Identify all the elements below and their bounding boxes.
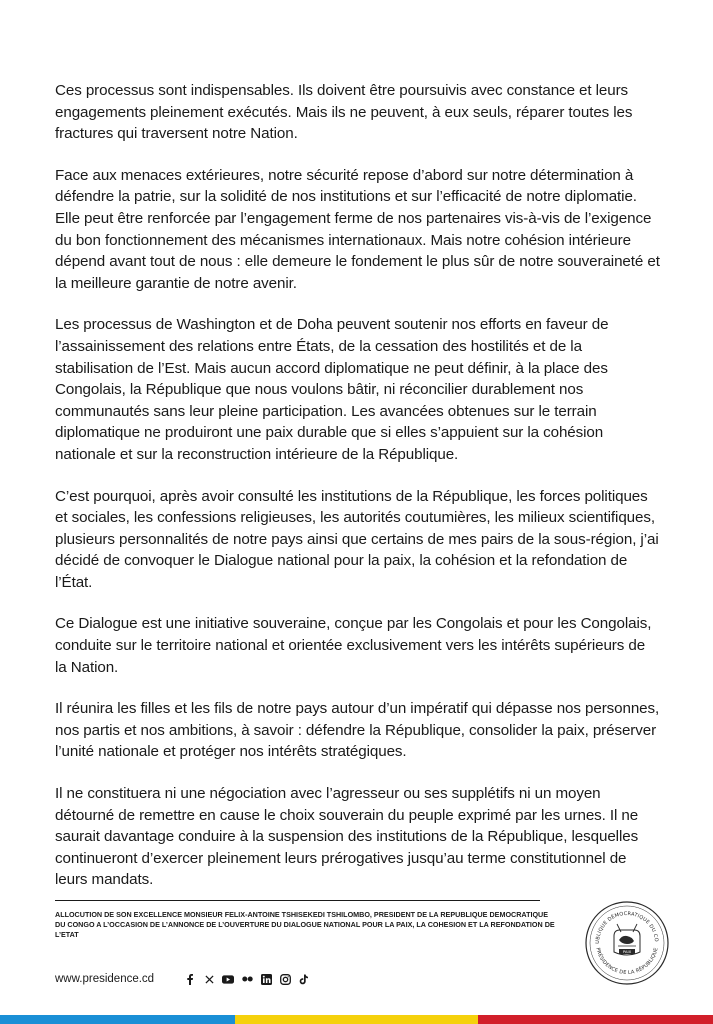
- social-icons: [184, 973, 310, 985]
- presidency-seal: [584, 900, 670, 986]
- instagram-icon[interactable]: [279, 973, 291, 985]
- flag-band-blue: [0, 1015, 235, 1024]
- flag-color-band: [0, 1015, 713, 1024]
- paragraph-6: Il réunira les filles et les fils de notre pays autour d’un impératif qui dépasse nos personnes, nos partis et nos ambitions, à savoir : défendre la République, consolider la paix, préserver l’unité nationale et protéger nos intérêts stratégiques.: [55, 700, 660, 761]
- footer-caption: ALLOCUTION DE SON EXCELLENCE MONSIEUR FELIX-ANTOINE TSHISEKEDI TSHILOMBO, PRESIDENT DE LA REPUBLIQUE DEMOCRATIQUE DU CONGO A L’OCCASION DE L’ANNONCE DE L’OUVERTURE DU DIALOGUE NATIONAL POUR LA PAIX, LA COHESION ET LA REFONDATION DE L’ETAT: [55, 910, 555, 940]
- footer-divider: [55, 900, 540, 901]
- website-link[interactable]: www.presidence.cd: [55, 973, 155, 985]
- linkedin-icon[interactable]: [260, 973, 272, 985]
- flag-band-red: [478, 1015, 713, 1024]
- paragraph-3: Les processus de Washington et de Doha peuvent soutenir nos efforts en faveur de l’assainissement des relations entre États, de la cessation des hostilités et de la stabilisation de l’Est. Mais aucun accord diplomatique ne peut définir, à la place des Congolais, la République que nous voulons bâtir, ni réconcilier durablement nos communautés sans leur pleine participation. Les avancées obtenues sur le terrain diplomatique ne produiront une paix durable que si elles s’appuient sur la cohésion nationale et sur la reconstruction intérieure de la République.: [55, 316, 609, 463]
- paragraph-1: Ces processus sont indispensables. Ils doivent être poursuivis avec constance et leurs engagements pleinement exécutés. Mais ils ne peuvent, à eux seuls, réparer toutes les fractures qui traversent notre Nation.: [55, 82, 633, 143]
- youtube-icon[interactable]: [222, 973, 234, 985]
- tiktok-icon[interactable]: [298, 973, 310, 985]
- x-icon[interactable]: [203, 973, 215, 985]
- leopard-emblem-icon: [614, 924, 640, 955]
- paragraph-2: Face aux menaces extérieures, notre sécurité repose d’abord sur notre détermination à défendre la patrie, sur la solidité de nos institutions et sur l’efficacité de notre diplomatie. Elle peut être renforcée par l’engagement ferme de nos partenaires vis-à-vis de l’exigence du bon fonctionnement des mécanismes internationaux. Mais notre cohésion intérieure dépend avant tout de nous : elle demeure le fondement le plus sûr de notre souveraineté et la meilleure garantie de notre avenir.: [55, 166, 660, 292]
- paragraph-5: Ce Dialogue est une initiative souveraine, conçue par les Congolais et pour les Congolais, conduite sur le territoire national et orientée exclusivement vers les intérêts supérieurs de la Nation.: [55, 615, 652, 676]
- paragraph-4: C’est pourquoi, après avoir consulté les institutions de la République, les forces politiques et sociales, les confessions religieuses, les autorités coutumières, les milieux scientifiques, plusieurs personnalités de notre pays ainsi que certains de mes pairs de la sous-région, j’ai décidé de convoquer le Dialogue national pour la paix, la cohésion et la refondation de l’État.: [55, 487, 659, 591]
- flag-band-yellow: [235, 1015, 478, 1024]
- footer-bottom: [55, 970, 310, 988]
- flickr-icon[interactable]: [241, 973, 253, 985]
- seal-bottom-text: PRÉSIDENCE DE LA RÉPUBLIQUE: [594, 947, 660, 977]
- facebook-icon[interactable]: [184, 973, 196, 985]
- seal-top-text: UBLIQUE DÉMOCRATIQUE DU CO: [594, 910, 660, 944]
- document-body: [55, 80, 660, 911]
- paragraph-7: Il ne constituera ni une négociation avec l’agresseur ou ses supplétifs ni un moyen détourné de remettre en cause le choix souverain du peuple exprimé par les urnes. Il ne saurait davantage conduire à la suspension des institutions de la République, lesquelles continueront d’exercer pleinement leurs prérogatives jusqu’au terme constitutionnel de leurs mandats.: [55, 785, 639, 889]
- seal-banner: PAIX: [622, 949, 632, 954]
